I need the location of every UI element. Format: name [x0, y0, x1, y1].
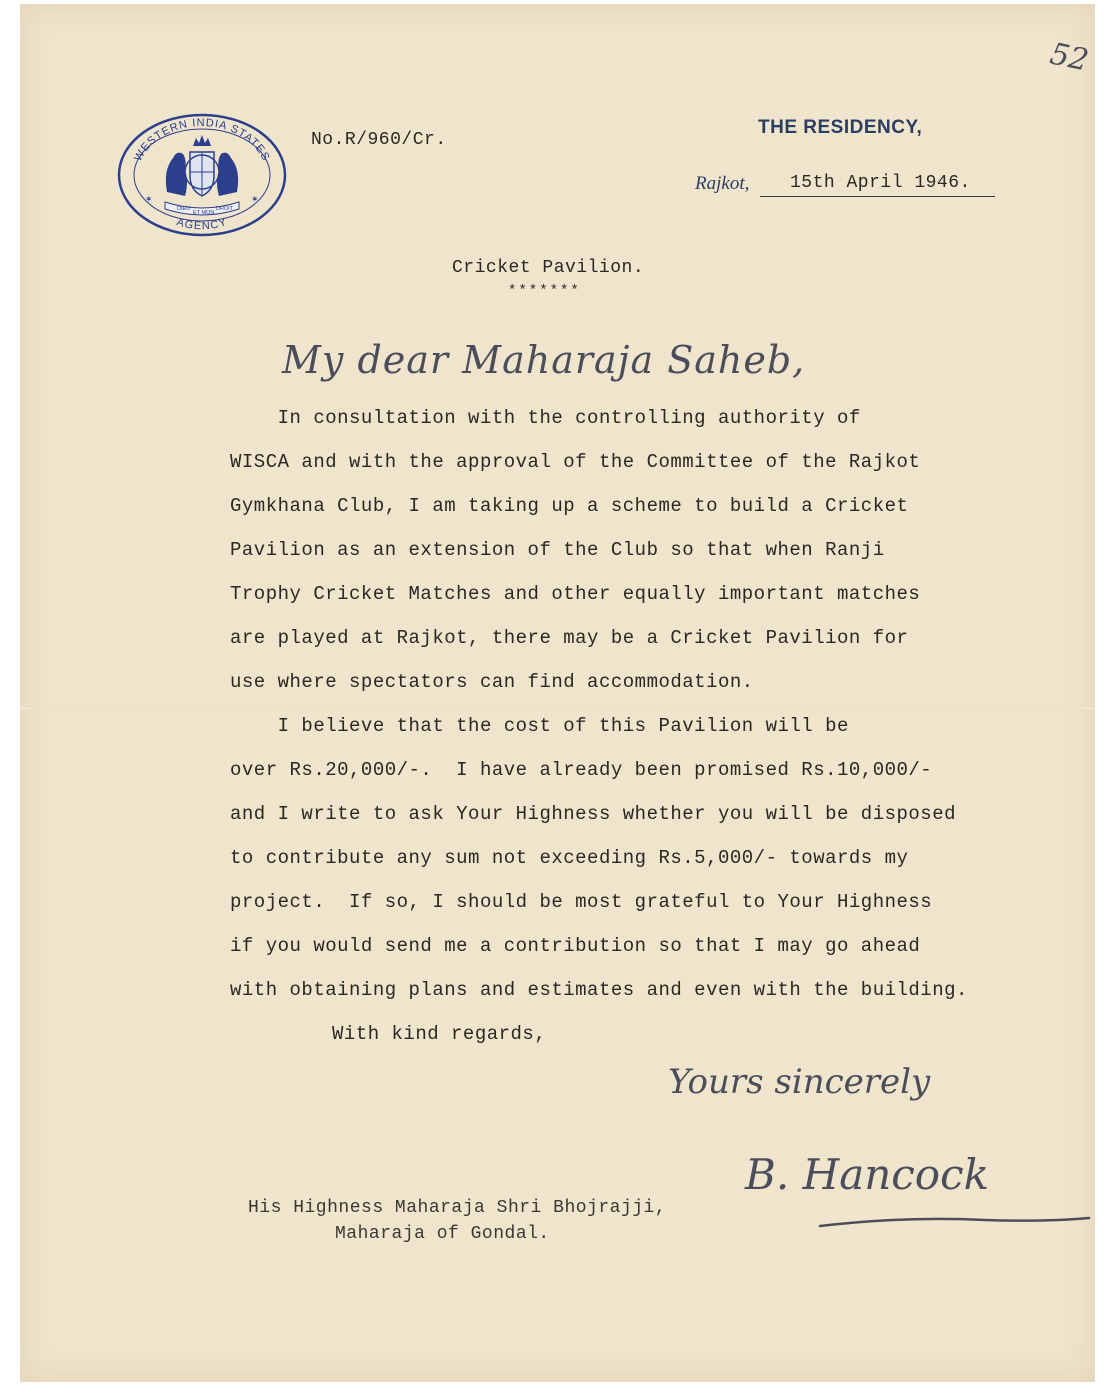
body-line: and I write to ask Your Highness whether you will be disposed — [230, 803, 957, 825]
place-label: Rajkot, — [695, 173, 750, 194]
handwritten-signature: B. Hancock — [745, 1150, 990, 1199]
body-line: use where spectators can find accommodation. — [230, 671, 754, 693]
svg-text:DIEU: DIEU — [177, 206, 191, 212]
handwritten-salutation: My dear Maharaja Saheb, — [282, 338, 806, 382]
subject-underline: ******* — [508, 283, 581, 299]
reference-number: No.R/960/Cr. — [311, 130, 447, 150]
western-india-states-agency-seal — [115, 110, 290, 240]
body-line: Pavilion as an extension of the Club so that when Ranji — [230, 539, 885, 561]
body-line: In consultation with the controlling authority of — [230, 407, 861, 429]
body-line: with obtaining plans and estimates and even with the building. — [230, 979, 968, 1001]
body-line: to contribute any sum not exceeding Rs.5,000/- towards my — [230, 847, 909, 869]
svg-text:✶: ✶ — [145, 195, 153, 205]
body-line: Trophy Cricket Matches and other equally important matches — [230, 583, 921, 605]
svg-text:DROIT: DROIT — [216, 206, 234, 212]
addressee-line-1: His Highness Maharaja Shri Bhojrajji, — [248, 1198, 667, 1218]
body-line: Gymkhana Club, I am taking up a scheme to build a Cricket — [230, 495, 909, 517]
body-line: are played at Rajkot, there may be a Cricket Pavilion for — [230, 627, 909, 649]
svg-text:ET MON: ET MON — [193, 210, 215, 216]
svg-text:WESTERN INDIA STATES: WESTERN INDIA STATES — [131, 116, 272, 164]
svg-text:✶: ✶ — [251, 195, 259, 205]
date-underline — [760, 196, 995, 197]
body-line: if you would send me a contribution so that I may go ahead — [230, 935, 921, 957]
margin-file-number: 52 — [1046, 36, 1092, 79]
closing-line: With kind regards, — [332, 1023, 547, 1045]
letter-date: 15th April 1946. — [790, 173, 971, 193]
body-line: I believe that the cost of this Pavilion will be — [230, 715, 849, 737]
addressee-line-2: Maharaja of Gondal. — [335, 1224, 550, 1244]
svg-text:AGENCY: AGENCY — [175, 216, 229, 233]
paper-fold-crease — [20, 707, 1095, 710]
handwritten-valediction: Yours sincerely — [668, 1062, 931, 1102]
body-line: project. If so, I should be most grateful to Your Highness — [230, 891, 933, 913]
signature-flourish — [815, 1208, 1095, 1236]
subject-title: Cricket Pavilion. — [452, 258, 645, 278]
body-line: WISCA and with the approval of the Committee of the Rajkot — [230, 451, 921, 473]
body-line: over Rs.20,000/-. I have already been promised Rs.10,000/- — [230, 759, 933, 781]
residency-heading: THE RESIDENCY, — [758, 117, 923, 138]
